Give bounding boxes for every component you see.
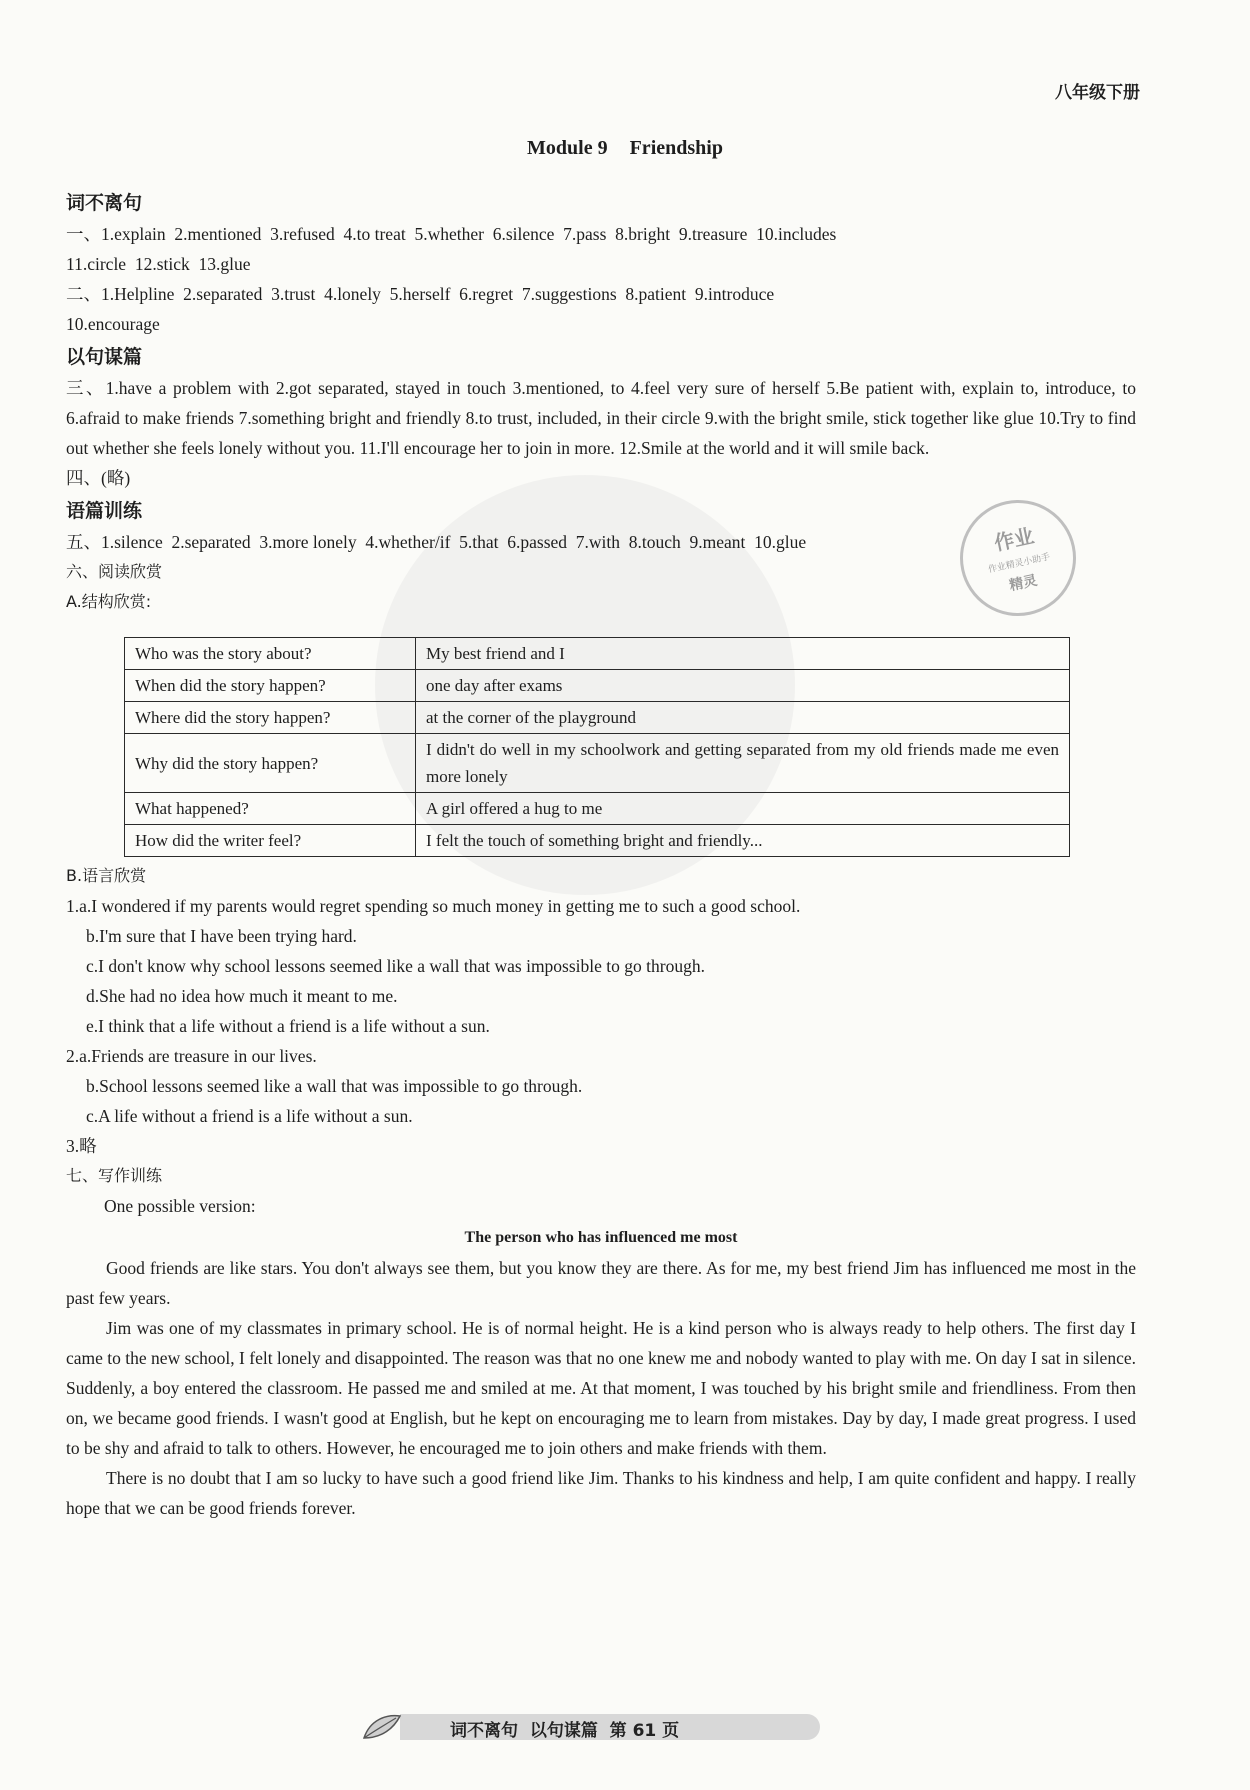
- answer-line: 1.a.I wondered if my parents would regret spending so much money in getting me to such a good school.: [66, 896, 801, 916]
- answer-paragraph: 三、1.have a problem with 2.got separated, stayed in touch 3.mentioned, to 4.feel very sure of herself 5.Be patient with, explain to, introduce, to 6.afraid to make friends 7.something bright and friendly 8.to trust, included, in their circle 9.with the bright smile, stick together like glue 10.Try to find out whether she feels lonely without you. 11.I'll encourage her to join in more. 12.Smile at the world and it will smile back.: [66, 378, 1136, 458]
- answer-line: d.She had no idea how much it meant to me.: [86, 986, 398, 1006]
- answer-line: 11.circle 12.stick 13.glue: [66, 254, 251, 274]
- table-answer: I didn't do well in my schoolwork and getting separated from my old friends made me even more lonely: [416, 734, 1070, 793]
- answer-line: 一、1.explain 2.mentioned 3.refused 4.to treat 5.whether 6.silence 7.pass 8.bright 9.treasure 10.includes: [66, 224, 837, 244]
- answer-line: b.School lessons seemed like a wall that was impossible to go through.: [86, 1076, 583, 1096]
- table-answer: one day after exams: [416, 670, 1070, 702]
- section-heading-1: 词不离句: [66, 192, 143, 214]
- section-heading-3: 语篇训练: [66, 500, 143, 522]
- essay-title: The person who has influenced me most: [464, 1229, 738, 1246]
- table-answer: My best friend and I: [416, 638, 1070, 670]
- essay-intro: One possible version:: [104, 1196, 256, 1216]
- table-answer: I felt the touch of something bright and friendly...: [416, 825, 1070, 857]
- answer-line: c.A life without a friend is a life without a sun.: [86, 1106, 413, 1126]
- footer-text: 词不离句 以句谋篇 第 61 页: [450, 1721, 680, 1741]
- table-row: [125, 670, 1070, 702]
- page-title: [0, 137, 1250, 160]
- answer-line: 二、1.Helpline 2.separated 3.trust 4.lonely 5.herself 6.regret 7.suggestions 8.patient 9.introduce: [66, 284, 775, 304]
- leaf-icon: [360, 1710, 404, 1744]
- answer-content: [66, 185, 1136, 1523]
- table-question: Where did the story happen?: [125, 702, 416, 734]
- answer-line: 10.encourage: [66, 314, 160, 334]
- table-question: What happened?: [125, 793, 416, 825]
- story-structure-table: [124, 637, 1070, 857]
- table-answer: at the corner of the playground: [416, 702, 1070, 734]
- stamp-line-3: 精灵: [1008, 572, 1039, 595]
- table-row: [125, 638, 1070, 670]
- grade-label: 八年级下册: [1055, 83, 1140, 103]
- module-number: Module 9: [527, 137, 608, 159]
- module-topic: Friendship: [629, 137, 723, 159]
- answer-line: 3.略: [66, 1136, 97, 1156]
- subsection-label: 七、写作训练: [66, 1166, 163, 1185]
- page-footer: [360, 1710, 840, 1744]
- table-question: Who was the story about?: [125, 638, 416, 670]
- essay-paragraph: Good friends are like stars. You don't always see them, but you know they are there. As for me, my best friend Jim has influenced me most in the past few years.: [66, 1258, 1136, 1308]
- answer-line: e.I think that a life without a friend is a life without a sun.: [86, 1016, 490, 1036]
- subsection-label: B.语言欣赏: [66, 866, 147, 885]
- answer-line: 2.a.Friends are treasure in our lives.: [66, 1046, 317, 1066]
- table-row: [125, 793, 1070, 825]
- answer-line: c.I don't know why school lessons seemed like a wall that was impossible to go through.: [86, 956, 705, 976]
- table-row: [125, 825, 1070, 857]
- answer-line: 四、(略): [66, 468, 131, 488]
- table-row: [125, 734, 1070, 793]
- essay-paragraph: There is no doubt that I am so lucky to have such a good friend like Jim. Thanks to his kindness and help, I am quite confident and happy. I really hope that we can be good friends forever.: [66, 1468, 1136, 1518]
- table-question: How did the writer feel?: [125, 825, 416, 857]
- essay-paragraph: Jim was one of my classmates in primary school. He is of normal height. He is a kind person who is always ready to help others. The first day I came to the new school, I felt lonely and disappointed. The reason was that no one knew me and nobody wanted to play with me. On day I sat in silence. Suddenly, a boy entered the classroom. He passed me and smiled at me. At that moment, I was touched by his bright smile and friendliness. From then on, we became good friends. I wasn't good at English, but he kept on encouraging me to learn from mistakes. Day by day, I made great progress. I used to be shy and afraid to talk to others. However, he encouraged me to join others and make friends with them.: [66, 1318, 1136, 1458]
- table-question: When did the story happen?: [125, 670, 416, 702]
- stamp-line-1: 作业: [991, 523, 1037, 556]
- answer-line: 五、1.silence 2.separated 3.more lonely 4.whether/if 5.that 6.passed 7.with 8.touch 9.meant 10.glue: [66, 532, 807, 552]
- section-heading-2: 以句谋篇: [66, 346, 143, 368]
- table-row: [125, 702, 1070, 734]
- table-answer: A girl offered a hug to me: [416, 793, 1070, 825]
- table-question: Why did the story happen?: [125, 734, 416, 793]
- answer-line: b.I'm sure that I have been trying hard.: [86, 926, 357, 946]
- subsection-label: 六、阅读欣赏: [66, 562, 163, 581]
- subsection-label: A.结构欣赏:: [66, 592, 152, 611]
- stamp-line-2: 作业精灵小助手: [987, 552, 1052, 576]
